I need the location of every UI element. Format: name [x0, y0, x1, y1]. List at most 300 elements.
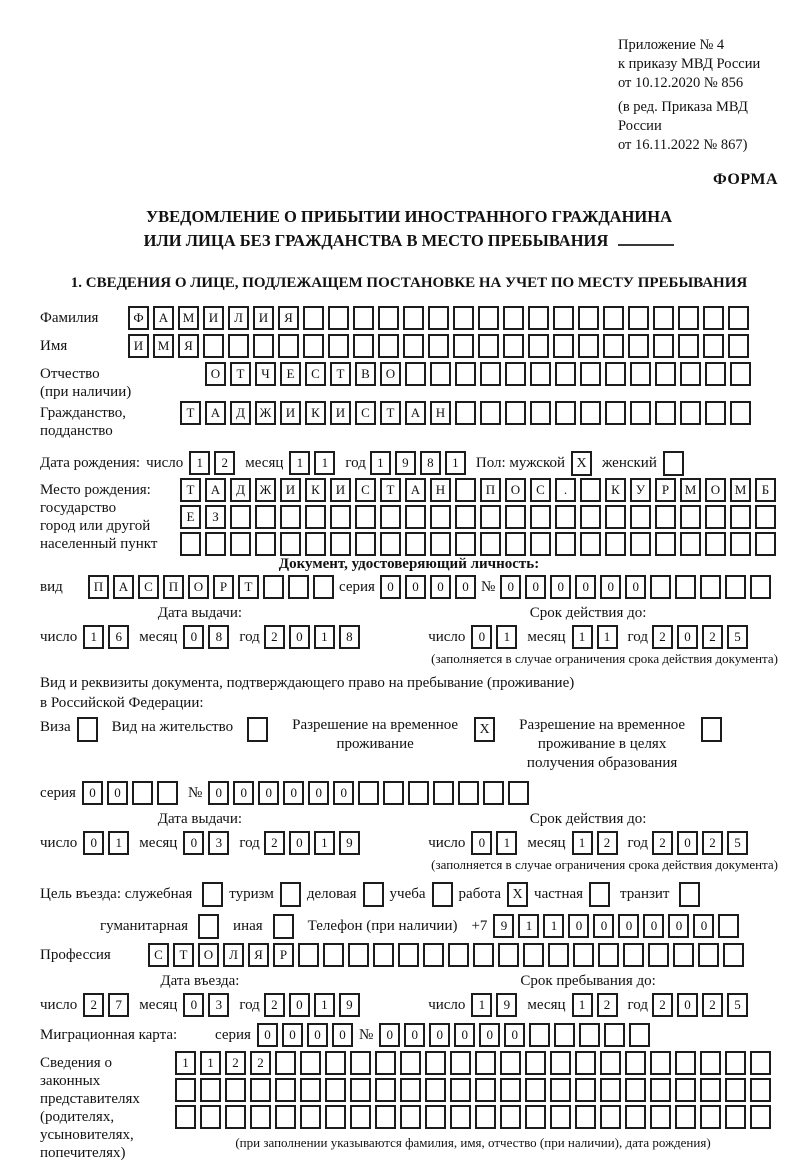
char-cell[interactable]	[325, 1051, 346, 1075]
char-cell[interactable]: О	[198, 943, 219, 967]
char-cell[interactable]	[475, 1078, 496, 1102]
char-cell[interactable]	[530, 532, 551, 556]
char-cell[interactable]: 0	[283, 781, 304, 805]
char-cell[interactable]	[458, 781, 479, 805]
char-cell[interactable]: 0	[454, 1023, 475, 1047]
char-cell[interactable]	[675, 1105, 696, 1129]
char-cell[interactable]: У	[630, 478, 651, 502]
char-cell[interactable]	[525, 1078, 546, 1102]
char-cell[interactable]	[750, 1051, 771, 1075]
char-cell[interactable]	[680, 401, 701, 425]
char-cell[interactable]	[475, 1105, 496, 1129]
phone-cells[interactable]	[493, 914, 739, 938]
representatives-row3-cells[interactable]	[175, 1105, 771, 1129]
char-cell[interactable]: А	[153, 306, 174, 330]
char-cell[interactable]	[505, 532, 526, 556]
char-cell[interactable]: 0	[677, 993, 698, 1017]
char-cell[interactable]: О	[505, 478, 526, 502]
char-cell[interactable]	[455, 505, 476, 529]
char-cell[interactable]	[700, 1105, 721, 1129]
char-cell[interactable]	[680, 505, 701, 529]
char-cell[interactable]	[623, 943, 644, 967]
char-cell[interactable]	[650, 1105, 671, 1129]
char-cell[interactable]	[628, 334, 649, 358]
char-cell[interactable]	[650, 1078, 671, 1102]
char-cell[interactable]	[303, 306, 324, 330]
char-cell[interactable]	[480, 532, 501, 556]
char-cell[interactable]	[529, 1023, 550, 1047]
char-cell[interactable]	[605, 401, 626, 425]
char-cell[interactable]: 2	[597, 831, 618, 855]
char-cell[interactable]	[455, 401, 476, 425]
issue-year-cells[interactable]	[264, 625, 360, 649]
char-cell[interactable]	[203, 334, 224, 358]
valid-month-cells[interactable]	[572, 625, 618, 649]
char-cell[interactable]	[655, 362, 676, 386]
char-cell[interactable]	[578, 334, 599, 358]
char-cell[interactable]: 0	[258, 781, 279, 805]
char-cell[interactable]: 0	[677, 625, 698, 649]
char-cell[interactable]	[278, 334, 299, 358]
char-cell[interactable]: 1	[108, 831, 129, 855]
char-cell[interactable]	[703, 306, 724, 330]
migration-series-cells[interactable]	[257, 1023, 353, 1047]
char-cell[interactable]: К	[305, 401, 326, 425]
char-cell[interactable]	[730, 505, 751, 529]
char-cell[interactable]	[428, 306, 449, 330]
char-cell[interactable]	[755, 505, 776, 529]
char-cell[interactable]	[580, 362, 601, 386]
char-cell[interactable]	[503, 306, 524, 330]
char-cell[interactable]	[380, 505, 401, 529]
permit-number-cells[interactable]	[208, 781, 529, 805]
char-cell[interactable]: 0	[257, 1023, 278, 1047]
char-cell[interactable]	[350, 1078, 371, 1102]
char-cell[interactable]	[250, 1078, 271, 1102]
char-cell[interactable]: П	[480, 478, 501, 502]
birth-day-cells[interactable]	[189, 451, 235, 475]
char-cell[interactable]: 5	[727, 993, 748, 1017]
char-cell[interactable]	[175, 1078, 196, 1102]
char-cell[interactable]: М	[730, 478, 751, 502]
valid-day-cells[interactable]	[471, 625, 517, 649]
char-cell[interactable]	[303, 334, 324, 358]
char-cell[interactable]	[400, 1078, 421, 1102]
char-cell[interactable]: Р	[213, 575, 234, 599]
char-cell[interactable]	[358, 781, 379, 805]
char-cell[interactable]	[350, 1051, 371, 1075]
char-cell[interactable]	[630, 505, 651, 529]
char-cell[interactable]	[353, 334, 374, 358]
birthplace-row1-cells[interactable]	[180, 478, 776, 502]
char-cell[interactable]	[453, 306, 474, 330]
char-cell[interactable]: М	[153, 334, 174, 358]
char-cell[interactable]: А	[405, 401, 426, 425]
char-cell[interactable]: М	[178, 306, 199, 330]
char-cell[interactable]: 0	[643, 914, 664, 938]
char-cell[interactable]: 0	[289, 625, 310, 649]
char-cell[interactable]: 2	[702, 993, 723, 1017]
char-cell[interactable]: С	[355, 401, 376, 425]
char-cell[interactable]	[353, 306, 374, 330]
representatives-row2-cells[interactable]	[175, 1078, 771, 1102]
purpose-transit-checkbox[interactable]	[679, 882, 700, 907]
char-cell[interactable]: 1	[314, 625, 335, 649]
char-cell[interactable]	[523, 943, 544, 967]
char-cell[interactable]: 0	[593, 914, 614, 938]
char-cell[interactable]: 0	[282, 1023, 303, 1047]
char-cell[interactable]	[553, 306, 574, 330]
char-cell[interactable]: А	[205, 401, 226, 425]
purpose-study-checkbox[interactable]	[432, 882, 453, 907]
char-cell[interactable]	[750, 1078, 771, 1102]
char-cell[interactable]: 5	[727, 625, 748, 649]
char-cell[interactable]	[225, 1078, 246, 1102]
char-cell[interactable]: 0	[600, 575, 621, 599]
char-cell[interactable]	[505, 505, 526, 529]
char-cell[interactable]	[550, 1105, 571, 1129]
char-cell[interactable]: Т	[173, 943, 194, 967]
char-cell[interactable]	[675, 1078, 696, 1102]
char-cell[interactable]	[603, 334, 624, 358]
char-cell[interactable]: М	[680, 478, 701, 502]
char-cell[interactable]: 6	[108, 625, 129, 649]
stay-month-cells[interactable]	[572, 993, 618, 1017]
char-cell[interactable]	[680, 532, 701, 556]
char-cell[interactable]: 8	[339, 625, 360, 649]
citizenship-cells[interactable]	[180, 401, 751, 425]
char-cell[interactable]	[430, 532, 451, 556]
char-cell[interactable]: И	[330, 478, 351, 502]
char-cell[interactable]	[655, 532, 676, 556]
temp-permit-checkbox[interactable]: X	[474, 717, 495, 742]
char-cell[interactable]	[403, 306, 424, 330]
char-cell[interactable]	[580, 505, 601, 529]
char-cell[interactable]	[630, 362, 651, 386]
char-cell[interactable]	[505, 362, 526, 386]
char-cell[interactable]	[255, 505, 276, 529]
char-cell[interactable]	[625, 1051, 646, 1075]
char-cell[interactable]	[580, 401, 601, 425]
char-cell[interactable]	[555, 362, 576, 386]
char-cell[interactable]	[655, 505, 676, 529]
permit-valid-day-cells[interactable]	[471, 831, 517, 855]
char-cell[interactable]: 1	[175, 1051, 196, 1075]
char-cell[interactable]	[405, 532, 426, 556]
char-cell[interactable]: Д	[230, 401, 251, 425]
char-cell[interactable]	[600, 1078, 621, 1102]
char-cell[interactable]	[383, 781, 404, 805]
char-cell[interactable]	[575, 1078, 596, 1102]
char-cell[interactable]: И	[280, 401, 301, 425]
char-cell[interactable]	[378, 334, 399, 358]
char-cell[interactable]: 0	[183, 625, 204, 649]
char-cell[interactable]	[483, 781, 504, 805]
char-cell[interactable]: .	[555, 478, 576, 502]
char-cell[interactable]: 1	[314, 993, 335, 1017]
char-cell[interactable]	[655, 401, 676, 425]
char-cell[interactable]: Ф	[128, 306, 149, 330]
char-cell[interactable]	[355, 505, 376, 529]
char-cell[interactable]	[400, 1051, 421, 1075]
char-cell[interactable]	[498, 943, 519, 967]
char-cell[interactable]: Е	[280, 362, 301, 386]
char-cell[interactable]: В	[355, 362, 376, 386]
char-cell[interactable]	[428, 334, 449, 358]
char-cell[interactable]: С	[530, 478, 551, 502]
char-cell[interactable]	[253, 334, 274, 358]
char-cell[interactable]	[330, 505, 351, 529]
purpose-official-checkbox[interactable]	[202, 882, 223, 907]
char-cell[interactable]	[500, 1078, 521, 1102]
char-cell[interactable]: 1	[314, 451, 335, 475]
char-cell[interactable]: 0	[82, 781, 103, 805]
char-cell[interactable]	[478, 306, 499, 330]
char-cell[interactable]: 2	[652, 831, 673, 855]
char-cell[interactable]	[263, 575, 284, 599]
char-cell[interactable]	[705, 532, 726, 556]
char-cell[interactable]: 1	[471, 993, 492, 1017]
purpose-humanitarian-checkbox[interactable]	[198, 914, 219, 939]
char-cell[interactable]: Р	[655, 478, 676, 502]
char-cell[interactable]: 0	[455, 575, 476, 599]
char-cell[interactable]: 2	[264, 993, 285, 1017]
char-cell[interactable]	[553, 334, 574, 358]
char-cell[interactable]	[718, 914, 739, 938]
char-cell[interactable]: О	[705, 478, 726, 502]
char-cell[interactable]	[605, 532, 626, 556]
char-cell[interactable]: Ж	[255, 478, 276, 502]
char-cell[interactable]	[305, 532, 326, 556]
char-cell[interactable]: Т	[380, 478, 401, 502]
char-cell[interactable]: 0	[289, 831, 310, 855]
char-cell[interactable]	[205, 532, 226, 556]
char-cell[interactable]	[453, 334, 474, 358]
char-cell[interactable]	[725, 575, 746, 599]
char-cell[interactable]	[230, 532, 251, 556]
char-cell[interactable]	[405, 505, 426, 529]
char-cell[interactable]: Т	[330, 362, 351, 386]
char-cell[interactable]	[375, 1051, 396, 1075]
char-cell[interactable]: Ж	[255, 401, 276, 425]
char-cell[interactable]: 1	[289, 451, 310, 475]
char-cell[interactable]: 1	[543, 914, 564, 938]
char-cell[interactable]: 9	[493, 914, 514, 938]
char-cell[interactable]: 0	[107, 781, 128, 805]
char-cell[interactable]: Т	[180, 478, 201, 502]
profession-cells[interactable]	[148, 943, 744, 967]
char-cell[interactable]	[157, 781, 178, 805]
char-cell[interactable]	[700, 1051, 721, 1075]
char-cell[interactable]	[555, 532, 576, 556]
char-cell[interactable]: 0	[405, 575, 426, 599]
char-cell[interactable]: 0	[83, 831, 104, 855]
char-cell[interactable]	[480, 362, 501, 386]
char-cell[interactable]: Т	[180, 401, 201, 425]
char-cell[interactable]	[405, 362, 426, 386]
char-cell[interactable]: 9	[395, 451, 416, 475]
char-cell[interactable]	[723, 943, 744, 967]
char-cell[interactable]: Е	[180, 505, 201, 529]
name-cells[interactable]	[128, 334, 749, 358]
char-cell[interactable]: 8	[208, 625, 229, 649]
char-cell[interactable]	[230, 505, 251, 529]
char-cell[interactable]	[530, 362, 551, 386]
sex-female-checkbox[interactable]	[663, 451, 684, 476]
char-cell[interactable]	[448, 943, 469, 967]
char-cell[interactable]	[575, 1105, 596, 1129]
char-cell[interactable]	[450, 1078, 471, 1102]
char-cell[interactable]	[500, 1105, 521, 1129]
char-cell[interactable]	[525, 1105, 546, 1129]
visa-checkbox[interactable]	[77, 717, 98, 742]
char-cell[interactable]: И	[253, 306, 274, 330]
char-cell[interactable]	[325, 1078, 346, 1102]
char-cell[interactable]	[200, 1105, 221, 1129]
char-cell[interactable]: 2	[264, 625, 285, 649]
char-cell[interactable]	[275, 1051, 296, 1075]
char-cell[interactable]: 9	[339, 993, 360, 1017]
char-cell[interactable]: Т	[380, 401, 401, 425]
char-cell[interactable]: 1	[496, 831, 517, 855]
char-cell[interactable]: Л	[223, 943, 244, 967]
char-cell[interactable]: 1	[189, 451, 210, 475]
char-cell[interactable]	[355, 532, 376, 556]
char-cell[interactable]: 0	[677, 831, 698, 855]
char-cell[interactable]	[328, 334, 349, 358]
char-cell[interactable]: Д	[230, 478, 251, 502]
char-cell[interactable]: 8	[420, 451, 441, 475]
char-cell[interactable]	[650, 575, 671, 599]
char-cell[interactable]	[605, 505, 626, 529]
char-cell[interactable]: 0	[308, 781, 329, 805]
char-cell[interactable]	[430, 505, 451, 529]
char-cell[interactable]: П	[163, 575, 184, 599]
char-cell[interactable]	[180, 532, 201, 556]
char-cell[interactable]	[680, 362, 701, 386]
char-cell[interactable]: Ч	[255, 362, 276, 386]
char-cell[interactable]	[373, 943, 394, 967]
char-cell[interactable]	[675, 575, 696, 599]
char-cell[interactable]	[455, 478, 476, 502]
char-cell[interactable]	[530, 505, 551, 529]
char-cell[interactable]	[705, 401, 726, 425]
char-cell[interactable]	[280, 505, 301, 529]
char-cell[interactable]	[425, 1051, 446, 1075]
char-cell[interactable]	[728, 334, 749, 358]
char-cell[interactable]	[703, 334, 724, 358]
char-cell[interactable]	[423, 943, 444, 967]
char-cell[interactable]: 2	[652, 625, 673, 649]
char-cell[interactable]	[578, 306, 599, 330]
char-cell[interactable]	[348, 943, 369, 967]
char-cell[interactable]: 0	[618, 914, 639, 938]
char-cell[interactable]	[475, 1051, 496, 1075]
char-cell[interactable]	[554, 1023, 575, 1047]
doc-number-cells[interactable]	[500, 575, 771, 599]
char-cell[interactable]	[200, 1078, 221, 1102]
char-cell[interactable]: Я	[178, 334, 199, 358]
char-cell[interactable]	[575, 1051, 596, 1075]
entry-day-cells[interactable]	[83, 993, 129, 1017]
char-cell[interactable]	[725, 1051, 746, 1075]
char-cell[interactable]	[725, 1105, 746, 1129]
char-cell[interactable]	[430, 362, 451, 386]
birth-month-cells[interactable]	[289, 451, 335, 475]
char-cell[interactable]: А	[405, 478, 426, 502]
char-cell[interactable]: 1	[370, 451, 391, 475]
char-cell[interactable]	[698, 943, 719, 967]
char-cell[interactable]: 0	[379, 1023, 400, 1047]
char-cell[interactable]	[600, 1051, 621, 1075]
char-cell[interactable]	[705, 505, 726, 529]
char-cell[interactable]: С	[355, 478, 376, 502]
char-cell[interactable]: Л	[228, 306, 249, 330]
char-cell[interactable]: 0	[504, 1023, 525, 1047]
char-cell[interactable]: 9	[496, 993, 517, 1017]
char-cell[interactable]: А	[205, 478, 226, 502]
char-cell[interactable]	[555, 505, 576, 529]
char-cell[interactable]	[375, 1078, 396, 1102]
purpose-tourism-checkbox[interactable]	[280, 882, 301, 907]
char-cell[interactable]	[579, 1023, 600, 1047]
char-cell[interactable]	[305, 505, 326, 529]
permit-issue-year-cells[interactable]	[264, 831, 360, 855]
char-cell[interactable]: 1	[200, 1051, 221, 1075]
char-cell[interactable]	[530, 401, 551, 425]
char-cell[interactable]: 3	[208, 993, 229, 1017]
char-cell[interactable]	[730, 401, 751, 425]
char-cell[interactable]	[378, 306, 399, 330]
char-cell[interactable]	[605, 362, 626, 386]
doc-series-cells[interactable]	[380, 575, 476, 599]
char-cell[interactable]	[132, 781, 153, 805]
char-cell[interactable]	[625, 1078, 646, 1102]
char-cell[interactable]	[313, 575, 334, 599]
char-cell[interactable]	[600, 1105, 621, 1129]
char-cell[interactable]	[450, 1105, 471, 1129]
char-cell[interactable]	[550, 1051, 571, 1075]
char-cell[interactable]: Б	[755, 478, 776, 502]
char-cell[interactable]	[528, 334, 549, 358]
char-cell[interactable]	[508, 781, 529, 805]
char-cell[interactable]: 0	[333, 781, 354, 805]
char-cell[interactable]: 0	[525, 575, 546, 599]
char-cell[interactable]	[630, 532, 651, 556]
char-cell[interactable]	[725, 1078, 746, 1102]
char-cell[interactable]	[548, 943, 569, 967]
char-cell[interactable]	[675, 1051, 696, 1075]
stay-year-cells[interactable]	[652, 993, 748, 1017]
char-cell[interactable]: К	[605, 478, 626, 502]
char-cell[interactable]	[480, 401, 501, 425]
char-cell[interactable]: 3	[208, 831, 229, 855]
char-cell[interactable]: Р	[273, 943, 294, 967]
char-cell[interactable]	[255, 532, 276, 556]
migration-number-cells[interactable]	[379, 1023, 650, 1047]
char-cell[interactable]: Н	[430, 478, 451, 502]
char-cell[interactable]	[505, 401, 526, 425]
char-cell[interactable]	[678, 334, 699, 358]
char-cell[interactable]	[650, 1051, 671, 1075]
sex-male-checkbox[interactable]: X	[571, 451, 592, 476]
char-cell[interactable]	[275, 1105, 296, 1129]
char-cell[interactable]: О	[380, 362, 401, 386]
char-cell[interactable]	[250, 1105, 271, 1129]
char-cell[interactable]: 0	[233, 781, 254, 805]
char-cell[interactable]	[398, 943, 419, 967]
char-cell[interactable]	[408, 781, 429, 805]
